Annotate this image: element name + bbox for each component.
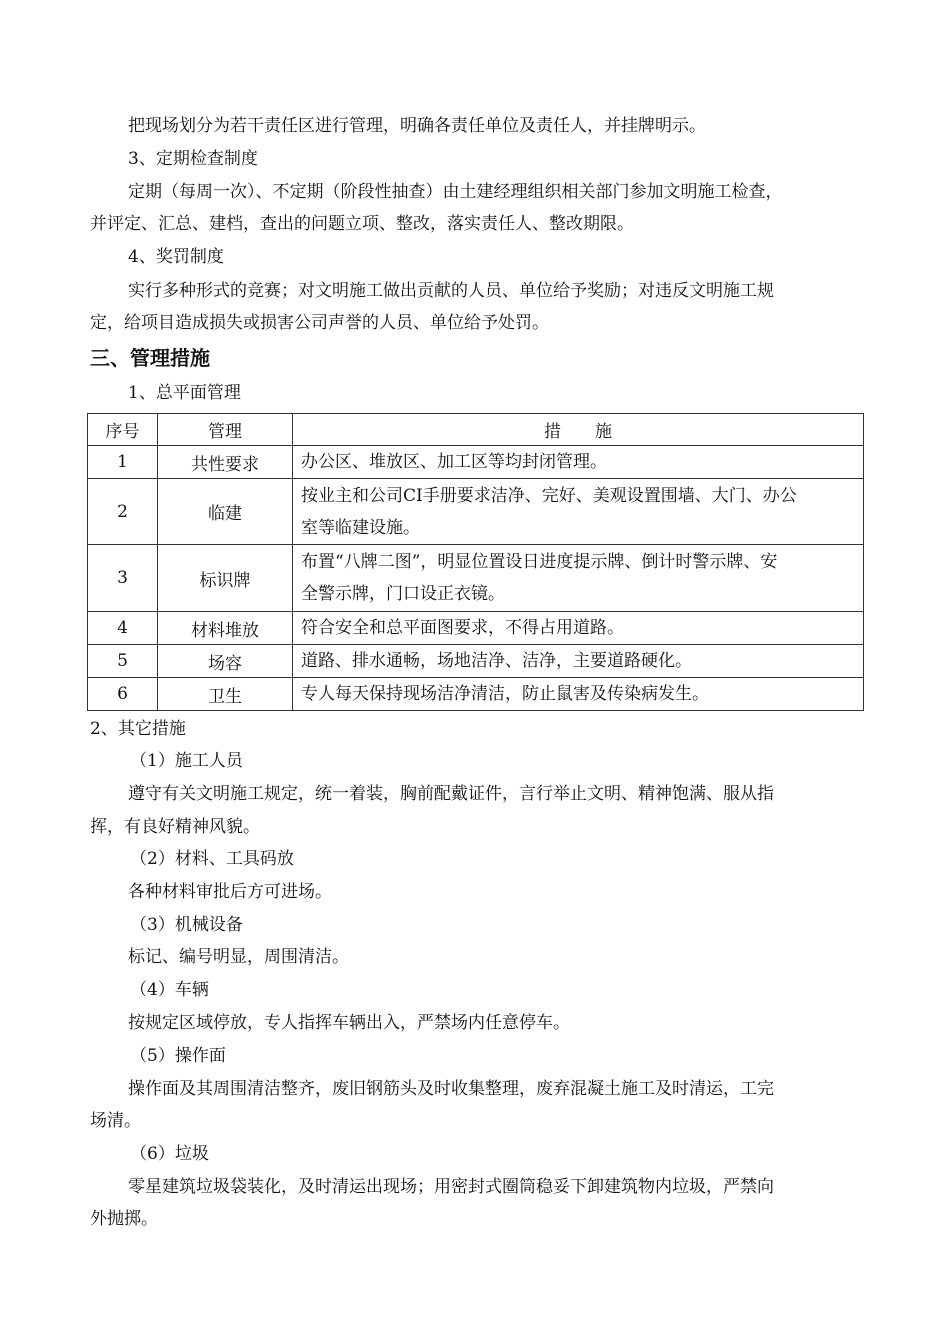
item-title: （2）材料、工具码放	[130, 849, 294, 869]
cell-measure-line: 布置“八牌二图”，明显位置设日进度提示牌、倒计时警示牌、安	[301, 552, 778, 572]
cell-no: 6	[88, 678, 158, 711]
cell-item: 卫生	[158, 678, 293, 711]
cell-no: 2	[88, 479, 158, 545]
paragraph: 遵守有关文明施工规定，统一着装，胸前配戴证件，言行举止文明、精神饱满、服从指	[128, 784, 774, 804]
header-measure: 措 施	[293, 414, 864, 446]
paragraph: 操作面及其周围清洁整齐，废旧钢筋头及时收集整理，废弃混凝土施工及时清运，工完	[128, 1079, 774, 1099]
cell-measure-line: 全警示牌，门口设正衣镜。	[301, 584, 505, 604]
table-row	[88, 446, 864, 479]
paragraph: 零星建筑垃圾袋装化，及时清运出现场；用密封式圈筒稳妥下卸建筑物内垃圾，严禁向	[128, 1177, 774, 1197]
item-title: （6）垃圾	[130, 1144, 209, 1164]
table-row	[88, 545, 864, 612]
subheading-other: 2、其它措施	[90, 719, 186, 739]
paragraph: 按规定区域停放，专人指挥车辆出入，严禁场内任意停车。	[128, 1013, 570, 1033]
subheading-check: 3、定期检查制度	[128, 149, 258, 169]
cell-measure-line: 室等临建设施。	[301, 517, 420, 538]
cell-no: 4	[88, 612, 158, 645]
subheading-reward: 4、奖罚制度	[128, 247, 224, 267]
section-title: 三、管理措施	[90, 346, 210, 370]
cell-no: 5	[88, 645, 158, 678]
paragraph: 定期（每周一次）、不定期（阶段性抽查）由土建经理组织相关部门参加文明施工检查，	[128, 182, 783, 202]
table-header-row	[88, 414, 864, 446]
cell-measure: 符合安全和总平面图要求，不得占用道路。	[293, 612, 864, 645]
table-row	[88, 645, 864, 678]
cell-item: 场容	[158, 645, 293, 678]
paragraph: 场清。	[90, 1111, 141, 1131]
cell-measure: 办公区、堆放区、加工区等均封闭管理。	[293, 446, 864, 479]
cell-no: 3	[88, 545, 158, 612]
cell-measure: 道路、排水通畅，场地洁净、洁净，主要道路硬化。	[293, 645, 864, 678]
cell-measure	[293, 479, 864, 545]
header-item: 管理	[158, 414, 293, 446]
paragraph: 各种材料审批后方可进场。	[128, 882, 332, 902]
cell-item: 材料堆放	[158, 612, 293, 645]
item-title: （1）施工人员	[130, 751, 243, 771]
item-title: （4）车辆	[130, 980, 209, 1000]
table-row	[88, 678, 864, 711]
paragraph: 标记、编号明显，周围清洁。	[128, 947, 349, 967]
table-row	[88, 479, 864, 545]
table-row	[88, 612, 864, 645]
cell-measure: 专人每天保持现场洁净清洁，防止鼠害及传染病发生。	[293, 678, 864, 711]
paragraph: 挥，有良好精神风貌。	[90, 817, 260, 837]
paragraph: 外抛掷。	[90, 1209, 158, 1229]
paragraph: 定，给项目造成损失或损害公司声誉的人员、单位给予处罚。	[90, 313, 549, 333]
cell-no: 1	[88, 446, 158, 479]
item-title: （3）机械设备	[130, 915, 243, 935]
cell-measure	[293, 545, 864, 612]
cell-item: 标识牌	[158, 545, 293, 612]
cell-item: 临建	[158, 479, 293, 545]
paragraph: 并评定、汇总、建档，查出的问题立项、整改，落实责任人、整改期限。	[90, 214, 634, 234]
measures-table	[87, 413, 864, 711]
item-title: （5）操作面	[130, 1046, 226, 1066]
paragraph: 把现场划分为若干责任区进行管理，明确各责任单位及责任人，并挂牌明示。	[128, 116, 706, 136]
header-no: 序号	[88, 414, 158, 446]
paragraph: 实行多种形式的竞赛；对文明施工做出贡献的人员、单位给予奖励；对违反文明施工规	[128, 281, 774, 301]
cell-measure-line: 按业主和公司CI手册要求洁净、完好、美观设置围墙、大门、办公	[301, 485, 797, 506]
cell-item: 共性要求	[158, 446, 293, 479]
subheading-plan: 1、总平面管理	[128, 383, 241, 403]
